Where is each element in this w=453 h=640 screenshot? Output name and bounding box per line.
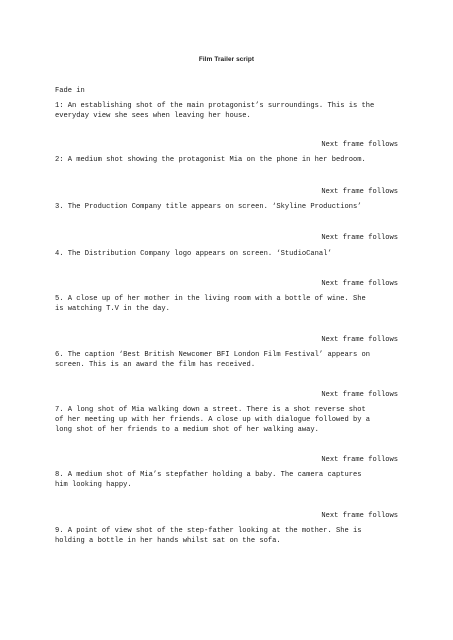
frame-8-line-2: him looking happy. xyxy=(55,481,132,489)
frame-6-line-2: screen. This is an award the film has received. xyxy=(55,361,256,369)
frame-4 xyxy=(55,249,332,259)
frame-5-line-2: is watching T.V in the day. xyxy=(55,305,170,313)
frame-5 xyxy=(55,294,366,314)
frame-6-line-1: 6. The caption ‘Best British Newcomer BFI London Film Festival’ appears on xyxy=(55,351,371,359)
frame-3-line-1: 3. The Production Company title appears on screen. ‘Skyline Productions’ xyxy=(55,203,362,211)
next-frame-follows-6: Next frame follows xyxy=(321,391,398,399)
next-frame-follows-2: Next frame follows xyxy=(321,188,398,196)
fade-in-text: Fade in xyxy=(55,87,85,95)
frame-7 xyxy=(55,405,370,435)
frame-2 xyxy=(55,155,366,165)
frame-9-line-1: 9. A point of view shot of the step-father looking at the mother. She is xyxy=(55,527,362,535)
frame-1 xyxy=(55,101,374,121)
frame-8-line-1: 8. A medium shot of Mia’s stepfather holding a baby. The camera captures xyxy=(55,471,362,479)
frame-1-line-2: everyday view she sees when leaving her house. xyxy=(55,112,251,120)
frame-3 xyxy=(55,202,362,212)
page-title: Film Trailer script xyxy=(198,56,255,63)
frame-2-line-1: 2: A medium shot showing the protagonist Mia on the phone in her bedroom. xyxy=(55,156,366,164)
next-frame-follows-8: Next frame follows xyxy=(321,512,398,520)
frame-1-line-1: 1: An establishing shot of the main protagonist’s surroundings. This is the xyxy=(55,102,375,110)
frame-9-line-2: holding a bottle in her hands whilst sat on the sofa. xyxy=(55,537,281,545)
frame-9 xyxy=(55,526,362,546)
next-frame-follows-4: Next frame follows xyxy=(321,280,398,288)
next-frame-follows-3: Next frame follows xyxy=(321,234,398,242)
frame-7-line-2: of her meeting up with her friends. A close up with dialogue followed by a xyxy=(55,416,371,424)
frame-6 xyxy=(55,350,370,370)
next-frame-follows-7: Next frame follows xyxy=(321,456,398,464)
frame-7-line-1: 7. A long shot of Mia walking down a street. There is a shot reverse shot xyxy=(55,406,366,414)
next-frame-follows-5: Next frame follows xyxy=(321,336,398,344)
frame-5-line-1: 5. A close up of her mother in the living room with a bottle of wine. She xyxy=(55,295,366,303)
next-frame-follows-1: Next frame follows xyxy=(321,141,398,149)
frame-7-line-3: long shot of her friends to a medium shot of her walking away. xyxy=(55,426,319,434)
frame-8 xyxy=(55,470,362,490)
frame-4-line-1: 4. The Distribution Company logo appears on screen. ‘StudioCanal’ xyxy=(55,250,332,258)
